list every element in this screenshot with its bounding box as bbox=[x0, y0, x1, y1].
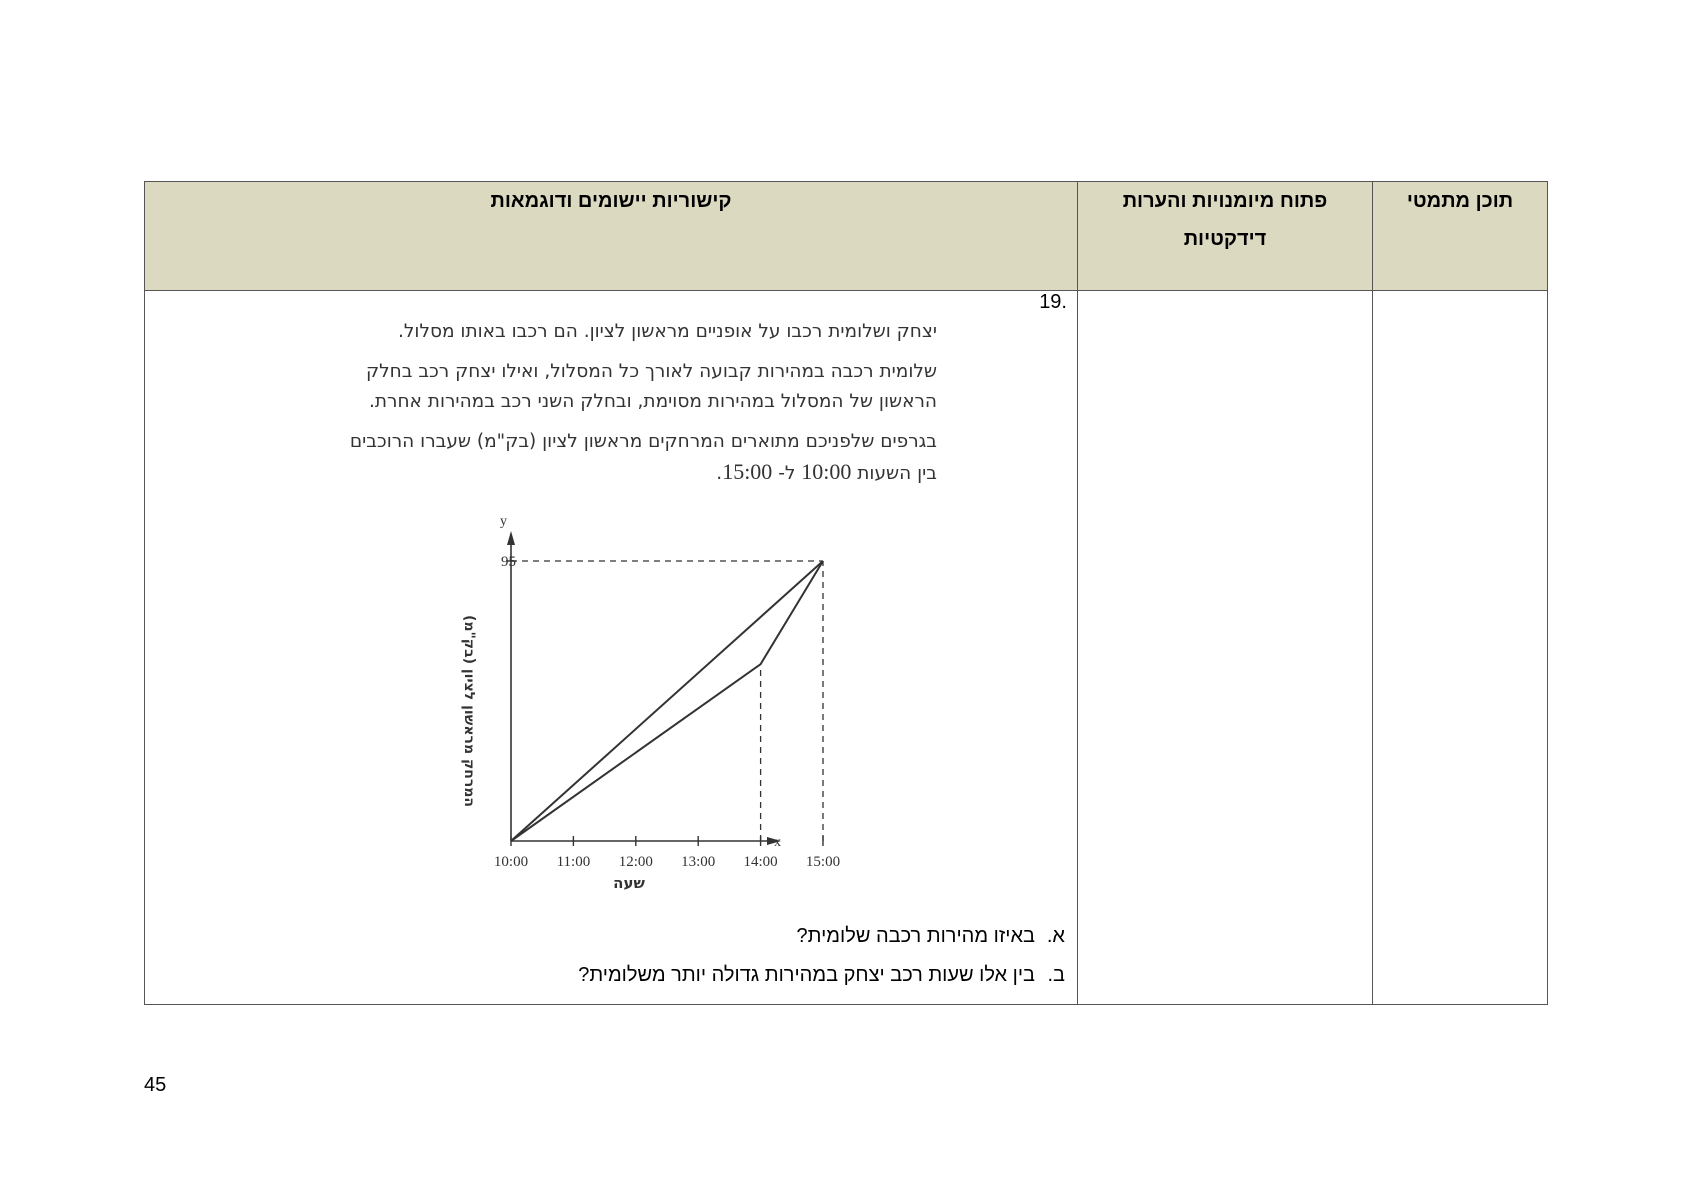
y-tick-label-0: 95 bbox=[501, 554, 516, 570]
y-axis-title: המרחק מראשון לציון (בק"מ) bbox=[461, 614, 477, 808]
problem-paragraph-3-mid: ל- bbox=[772, 463, 802, 484]
problem-time-end: 15:00 bbox=[722, 459, 773, 484]
x-tick-label-5: 15:00 bbox=[805, 854, 841, 870]
header-skills bbox=[1078, 182, 1373, 291]
x-axis-letter: x bbox=[774, 835, 781, 850]
question-a-text: באיזו מהירות רכבה שלומית? bbox=[796, 925, 1035, 947]
problem-paragraph-3 bbox=[297, 427, 937, 489]
x-tick-label-2: 12:00 bbox=[618, 854, 653, 870]
problem-time-start: 10:00 bbox=[801, 459, 852, 484]
problem-number: 19. bbox=[1039, 291, 1067, 313]
problem-paragraph-3-suffix: . bbox=[716, 463, 723, 484]
x-axis-title: שעה bbox=[613, 874, 645, 892]
y-axis-arrow bbox=[507, 531, 515, 545]
problem-paragraph-1: יצחק ושלומית רכבו על אופניים מראשון לציון. הם רכבו באותו מסלול. bbox=[398, 321, 937, 342]
question-a bbox=[797, 925, 1065, 948]
cell-applications bbox=[145, 291, 1078, 1005]
x-tick-label-0: 10:00 bbox=[493, 854, 529, 870]
header-applications bbox=[145, 182, 1078, 291]
x-tick-label-3: 13:00 bbox=[681, 854, 716, 870]
cell-math-content bbox=[1373, 291, 1548, 1005]
header-math-content-label: תוכן מתמטי bbox=[1406, 190, 1514, 212]
question-b-letter: ב. bbox=[1047, 964, 1065, 986]
x-tick-label-1: 11:00 bbox=[556, 854, 591, 870]
question-b bbox=[578, 964, 1065, 987]
cell-skills bbox=[1078, 291, 1373, 1005]
problem-paragraph-2-line-1: שלומית רכבה במהירות קבועה לאורך כל המסלול, ואילו יצחק רכב בחלק bbox=[366, 361, 937, 382]
y-axis-letter: y bbox=[500, 514, 507, 529]
x-tick-label-4: 14:00 bbox=[743, 854, 778, 870]
problem-paragraph-3-prefix: בין השעות bbox=[851, 463, 937, 484]
series-line-0 bbox=[511, 561, 823, 841]
question-b-text: בין אלו שעות רכב יצחק במהירות גדולה יותר משלומית? bbox=[578, 964, 1035, 986]
header-skills-line2: דידקטיות bbox=[1183, 228, 1267, 250]
problem-paragraph-2 bbox=[297, 357, 937, 417]
distance-time-chart bbox=[445, 511, 841, 911]
problem-paragraph-3-line-1: בגרפים שלפניכם מתוארים המרחקים מראשון לציון (בק"מ) שעברו הרוכבים bbox=[349, 431, 937, 452]
problem-paragraph-2-line-2: הראשון של המסלול במהירות מסוימת, ובחלק השני רכב במהירות אחרת. bbox=[368, 391, 937, 412]
header-math-content bbox=[1373, 182, 1548, 291]
header-skills-line1: פתוח מיומנויות והערות bbox=[1122, 190, 1328, 212]
question-a-letter: א. bbox=[1046, 925, 1065, 947]
header-applications-label: קישוריות יישומים ודוגמאות bbox=[490, 190, 732, 212]
problem-text bbox=[297, 317, 937, 499]
chart-svg bbox=[445, 511, 841, 911]
page-number: 45 bbox=[144, 1074, 167, 1096]
curriculum-table bbox=[144, 181, 1548, 1005]
